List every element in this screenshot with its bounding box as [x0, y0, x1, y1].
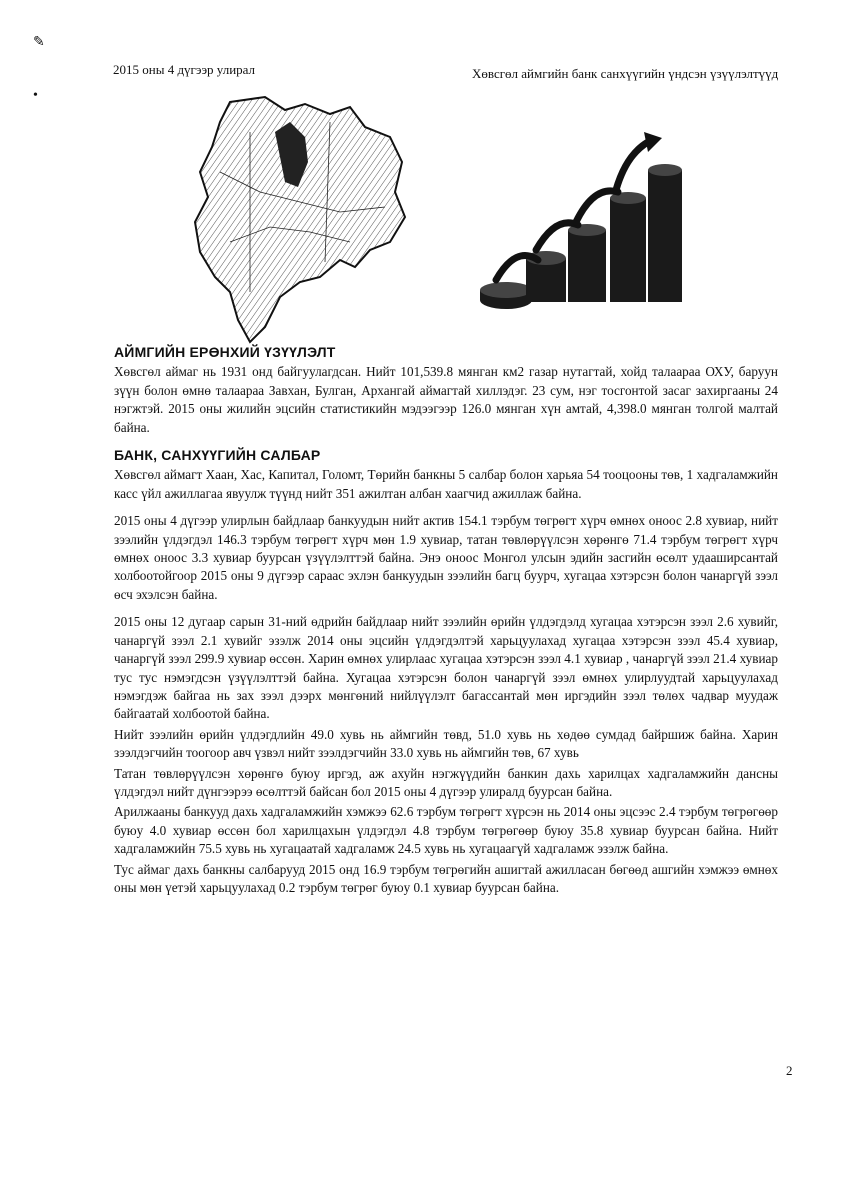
header-right: Хөвсгөл аймгийн банк санхүүгийн үндсэн үзүүлэлтүүд	[472, 66, 779, 81]
scan-mark: •	[33, 88, 38, 103]
paragraph: Арилжааны банкууд дахь хадгаламжийн хэмжээ 62.6 тэрбум төгрөгт хүрсэн нь 2014 оны эцсээс 2.4 тэрбум төгрөгөөр буюу 4.0 хувиар өссөн бол харилцахын үлдэгдэл 4.8 тэрбум төгрөгөөр буюу 35.8 хувиар буурсан байна. Нийт хадгаламжийн 75.5 хувь нь хугацаатай хадгаламж 24.5 хувь нь хугацаагүй хадгаламж эзэлж байна.	[114, 804, 778, 857]
paragraph: 2015 оны 12 дугаар сарын 31-ний өдрийн байдлаар нийт зээлийн өрийн үлдэгдэлд хугацаа хэтэрсэн зээл 2.6 хувийг, чанаргүй зээл 2.1 хувийг эзэлж 2014 оны эцсийн үлдэгдэлтэй харьцуулахад хугацаа хэтэрсэн зээл 45.4 хувиар, чанаргүй зээл 299.9 хувиар өссөн. Харин өмнөх улирлаас хугацаа хэтэрсэн зээл 4.1 хувиар , чанаргүй зээл 21.4 хувиар тус тус нэмэгдсэн үзүүлэлттэй байна. Хугацаа хэтэрсэн болон чанаргүй зээл өмнөх улирлуудтай харьцуулахад нэмэгдэж байгаа нь зах зээл дээрх мөнгөний нийлүүлэлт багассантай мөн иргэдийн зээл төлөх чадвар муудаж байгаатай холбоотой байна.	[114, 614, 778, 722]
paragraph: 2015 оны 4 дүгээр улирлын байдлаар банкуудын нийт актив 154.1 тэрбум төгрөгт хүрч өмнөх оноос 2.8 хувиар, нийт зээлийн үлдэгдэл 146.3 тэрбум төгрөгт хүрч мөн 1.9 хувиар, татан төвлөрүүлсэн хөрөнгө 71.4 тэрбум төгрөгт хүрч өмнөх оноос 3.3 хувиар буурсан үзүүлэлттэй байна. Энэ оноос Монгол улсын эдийн засгийн өсөлт удааширсантай холбоотойгоор 2015 оны 9 дүгээр сараас эхлэн банкуудын зээлийн багц буурч, хугацаа хэтэрсэн болон чанаргүй зээл өсч эхэлсэн байна.	[114, 513, 778, 602]
section-title: АЙМГИЙН ЕРӨНХИЙ ҮЗҮҮЛЭЛТ	[114, 344, 336, 360]
header-left: 2015 оны 4 дүгээр улирал	[113, 62, 256, 77]
growth-coins-illustration	[476, 130, 686, 320]
page-number: 2	[786, 1063, 793, 1078]
document-body	[114, 343, 778, 899]
paragraph: Татан төвлөрүүлсэн хөрөнгө буюу иргэд, аж ахуйн нэгжүүдийн банкин дахь харилцах хадгаламжийн дансны үлдэгдэл нийт дүнгээрээ өсөлттэй байсан бол 2015 оны 4 дүгээр улиралд буурсан байна.	[114, 765, 778, 799]
paragraph: Хөвсгөл аймагт Хаан, Хас, Капитал, Голомт, Төрийн банкны 5 салбар болон харьяа 54 тооцооны төв, 1 хадгаламжийн касс үйл ажиллагаа явуулж түүнд нийт 351 ажилтан албан хаагчид ажиллаж байна.	[114, 467, 778, 501]
paragraph: Тус аймаг дахь банкны салбарууд 2015 онд 16.9 тэрбум төгрөгийн ашигтай ажилласан бөгөөд ашгийн хэмжээ өмнөх оны мөн үетэй харьцуулахад 0.2 тэрбум төгрөг буюу 0.1 хувиар буурсан байна.	[114, 861, 778, 895]
paragraph: Хөвсгөл аймаг нь 1931 онд байгуулагдсан. Нийт 101,539.8 мянган км2 газар нутагтай, хойд талаараа ОХУ, баруун зүүн болон өмнө талаараа Завхан, Булган, Архангай аймагтай хиллэдэг. 23 сум, нэг тосгонтой засаг захиргааны 24 нэгжтэй. 2015 оны жилийн эцсийн статистикийн мэдээгээр 126.0 мянган хүн амтай, 4,398.0 мянган толгой малтай байна.	[114, 364, 778, 435]
paragraph: Нийт зээлийн өрийн үлдэгдлийн 49.0 хувь нь аймгийн төвд, 51.0 хувь нь хөдөө сумдад байршиж байна. Харин зээлдэгчийн тоогоор авч үзвэл нийт зээлдэгчийн 33.0 хувь нь аймгийн төв, 67 хувь	[114, 726, 778, 761]
province-map-illustration	[190, 92, 410, 347]
section-title: БАНК, САНХҮҮГИЙН САЛБАР	[114, 447, 321, 464]
scan-mark: ✎	[33, 35, 45, 50]
